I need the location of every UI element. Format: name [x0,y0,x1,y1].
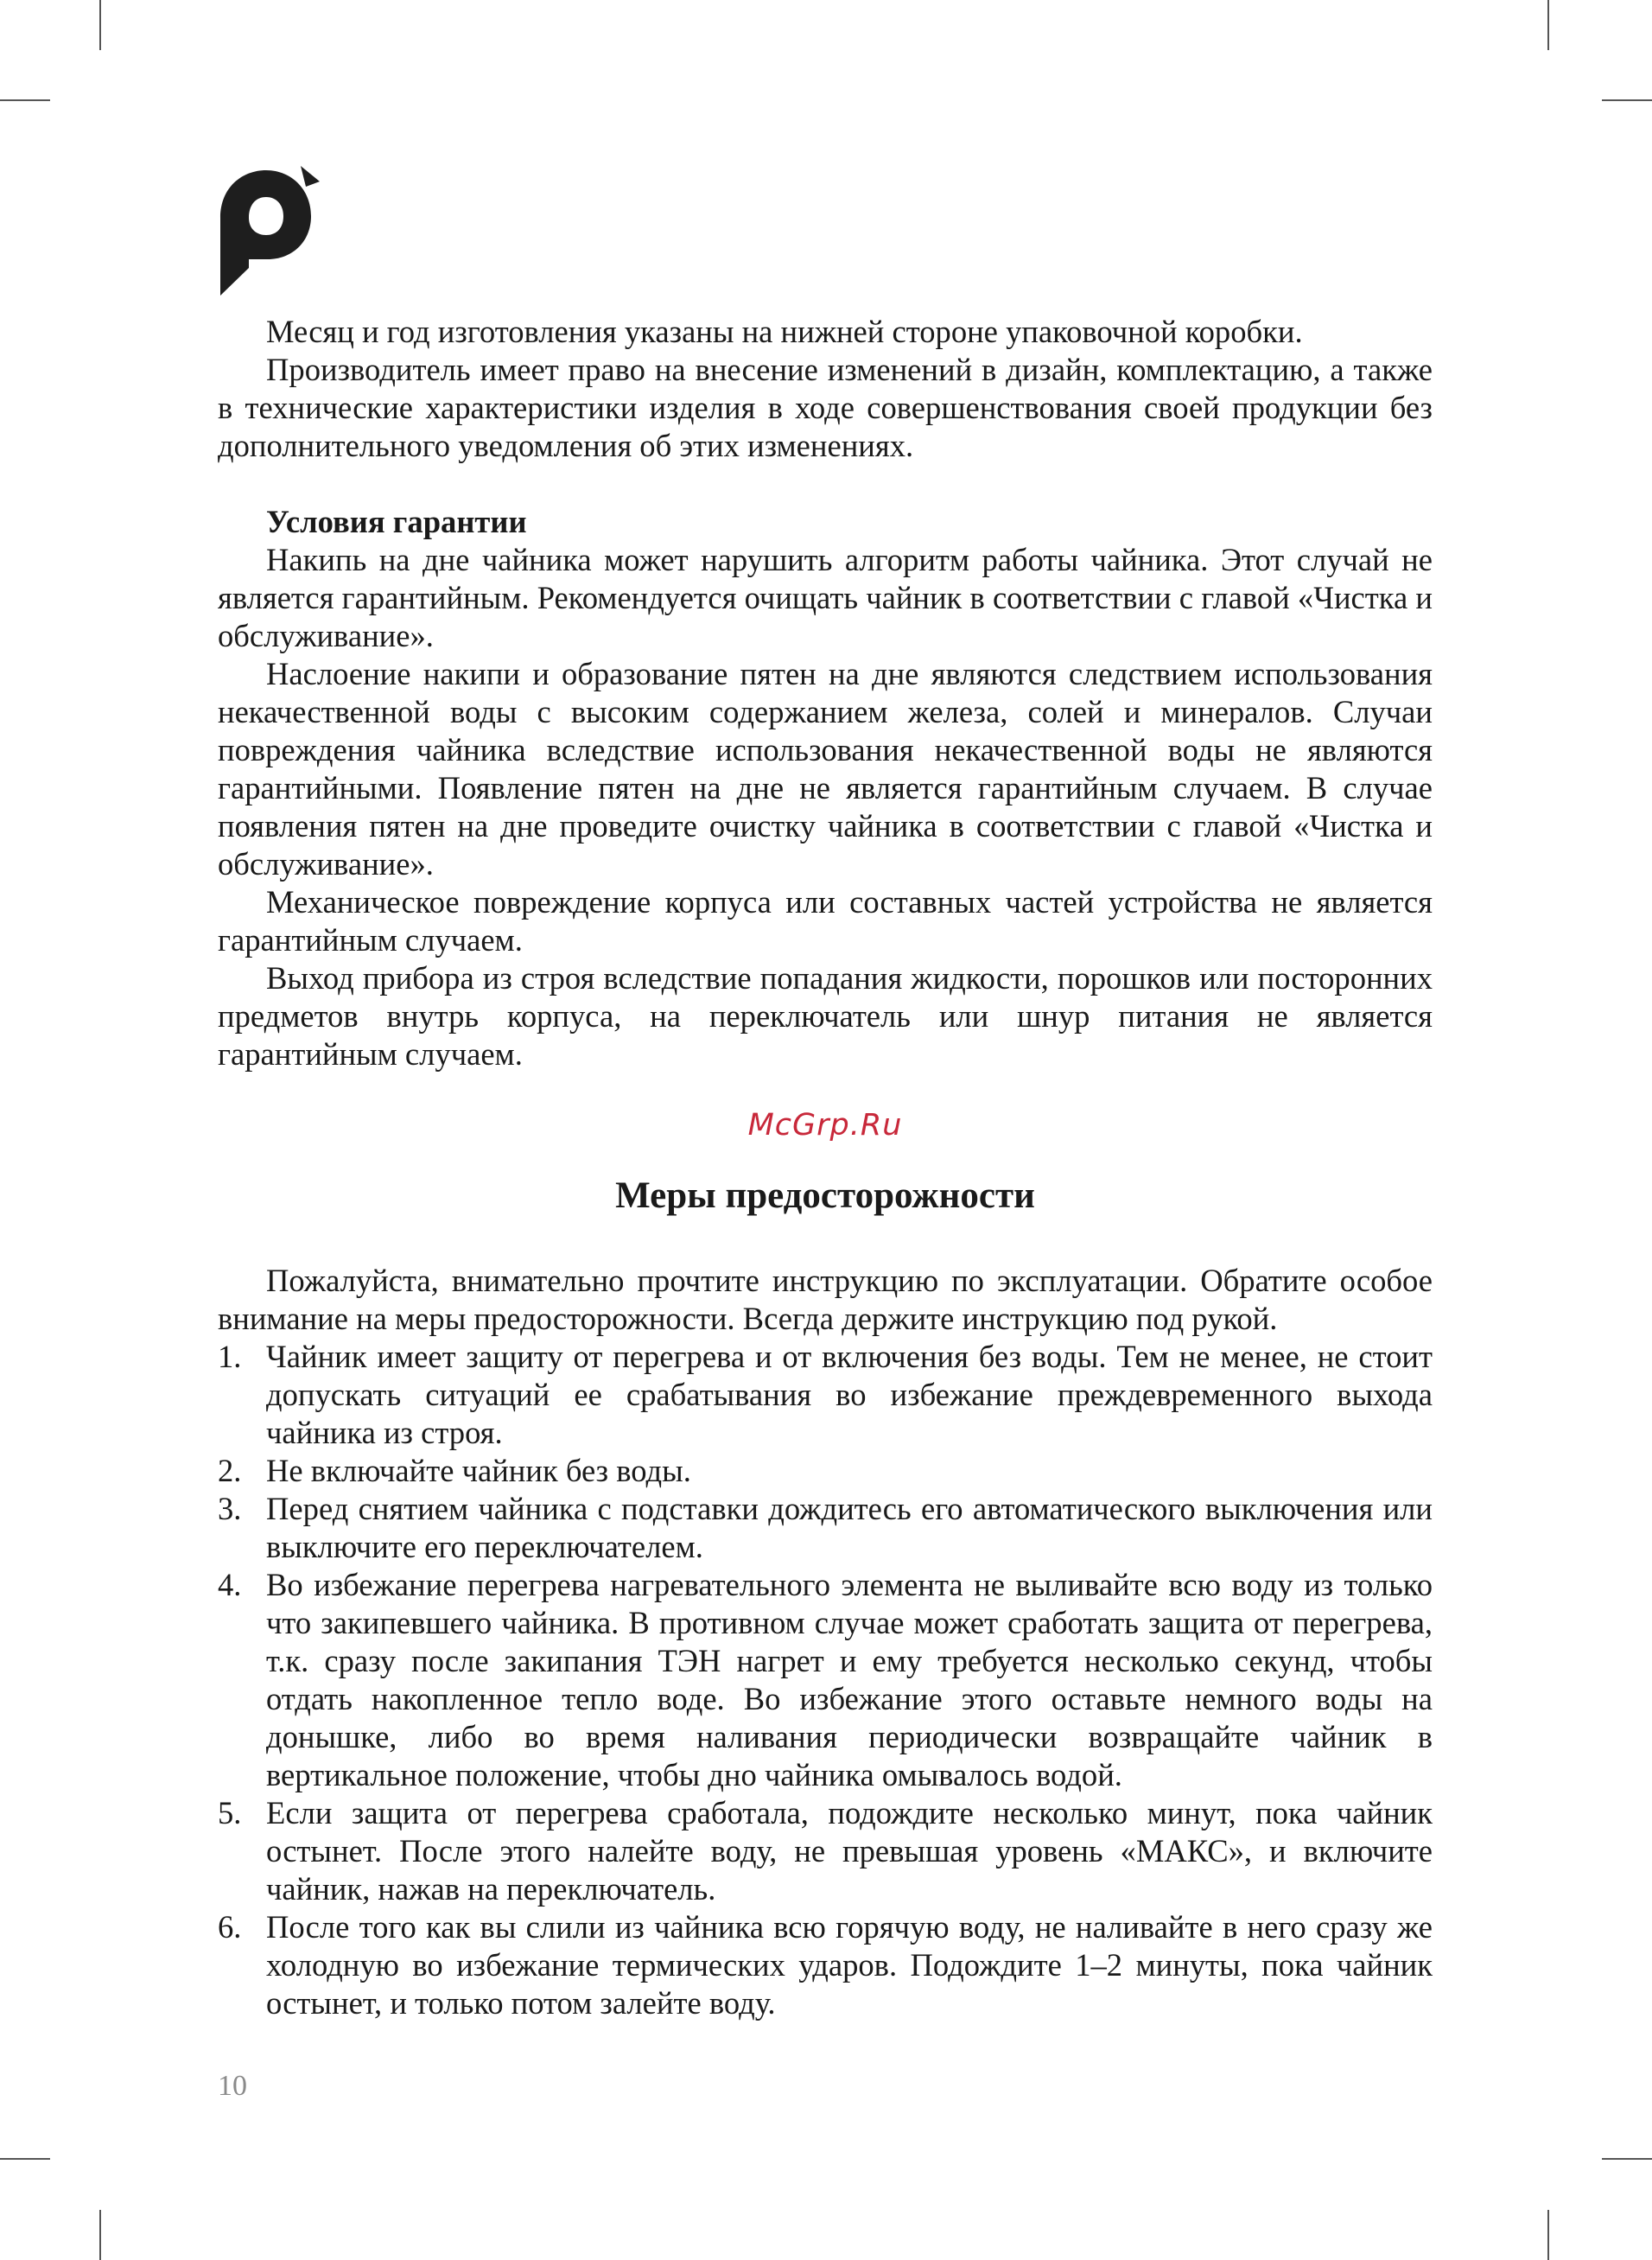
crop-mark [99,2210,101,2260]
warranty-paragraph: Наслоение накипи и образование пятен на дне являются следствием использования некачественной воды с высоким содержанием железа, солей и минералов. Случаи повреждения чайника вследствие использования некачественной воды не являются гарантийными. Появление пятен на дне не является гарантийным случаем. В случае появления пятен на дне проведите очистку чайника в соответствии с главой «Чистка и обслуживание». [218,656,1433,882]
list-item-number: 4. [218,1567,242,1602]
crop-mark [1547,0,1549,50]
crop-mark [1602,99,1652,101]
list-item-number: 3. [218,1491,242,1526]
brand-logo [216,166,320,296]
watermark-link[interactable]: McGrp.Ru [747,1108,903,1143]
manufacture-date-note: Месяц и год изготовления указаны на нижней стороне упаковочной коробки. [266,314,1303,349]
list-item-text: Во избежание перегрева нагревательного элемента не выливайте всю воду из только что закипевшего чайника. В противном случае может сработать защита от перегрева, т.к. сразу после закипания ТЭН нагрет и ему требуется несколько секунд, чтобы отдать накопленное тепло воде. Во избежание этого оставьте немного воды на донышке, либо во время наливания периодически возвращайте чайник в вертикальное положение, чтобы дно чайника омывалось водой. [266,1567,1433,1792]
list-item [218,1338,1433,1452]
precautions-intro: Пожалуйста, внимательно прочтите инструкцию по эксплуатации. Обратите особое внимание на меры предосторожности. Всегда держите инструкцию под рукой. [218,1263,1433,1336]
list-item-number: 1. [218,1339,242,1374]
logo-accent [301,166,320,187]
list-item-text: Чайник имеет защиту от перегрева и от включения без воды. Тем не менее, не стоит допускать ситуаций ее срабатывания во избежание преждевременного выхода чайника из строя. [266,1339,1433,1450]
crop-mark [0,99,50,101]
page-number: 10 [218,2070,247,2102]
document-body [218,313,1433,2022]
crop-mark [0,2158,50,2160]
warranty-paragraph: Выход прибора из строя вследствие попадания жидкости, порошков или посторонних предметов внутрь корпуса, на переключатель или шнур питания не является гарантийным случаем. [218,960,1433,1072]
list-item [218,1452,1433,1490]
list-item [218,1794,1433,1908]
list-item [218,1566,1433,1794]
design-change-note: Производитель имеет право на внесение изменений в дизайн, комплектацию, а также в технические характеристики изделия в ходе совершенствования своей продукции без дополнительного уведомления об этих изменениях. [218,352,1433,463]
list-item-text: После того как вы слили из чайника всю горячую воду, не наливайте в него сразу же холодную во избежание термических ударов. Подождите 1–2 минуты, пока чайник остынет, и только потом залейте воду. [266,1909,1433,2021]
list-item [218,1908,1433,2022]
warranty-paragraph: Накипь на дне чайника может нарушить алгоритм работы чайника. Этот случай не является гарантийным. Рекомендуется очищать чайник в соответствии с главой «Чистка и обслуживание». [218,542,1433,653]
list-item-number: 6. [218,1909,242,1945]
crop-mark [99,0,101,50]
precautions-title: Меры предосторожности [615,1175,1035,1216]
warranty-paragraph: Механическое повреждение корпуса или составных частей устройства не является гарантийным случаем. [218,884,1433,958]
list-item-text: Перед снятием чайника с подставки дождитесь его автоматического выключения или выключите его переключателем. [266,1491,1433,1564]
logo-mark [220,170,311,296]
list-item-text: Не включайте чайник без воды. [266,1453,691,1488]
crop-mark [1547,2210,1549,2260]
crop-mark [1602,2158,1652,2160]
warranty-heading: Условия гарантии [266,504,527,539]
list-item [218,1490,1433,1566]
list-item-text: Если защита от перегрева сработала, подождите несколько минут, пока чайник остынет. После этого налейте воду, не превышая уровень «МАКС», и включите чайник, нажав на переключатель. [266,1795,1433,1907]
list-item-number: 2. [218,1453,242,1488]
precautions-list [218,1338,1433,2022]
list-item-number: 5. [218,1795,242,1830]
